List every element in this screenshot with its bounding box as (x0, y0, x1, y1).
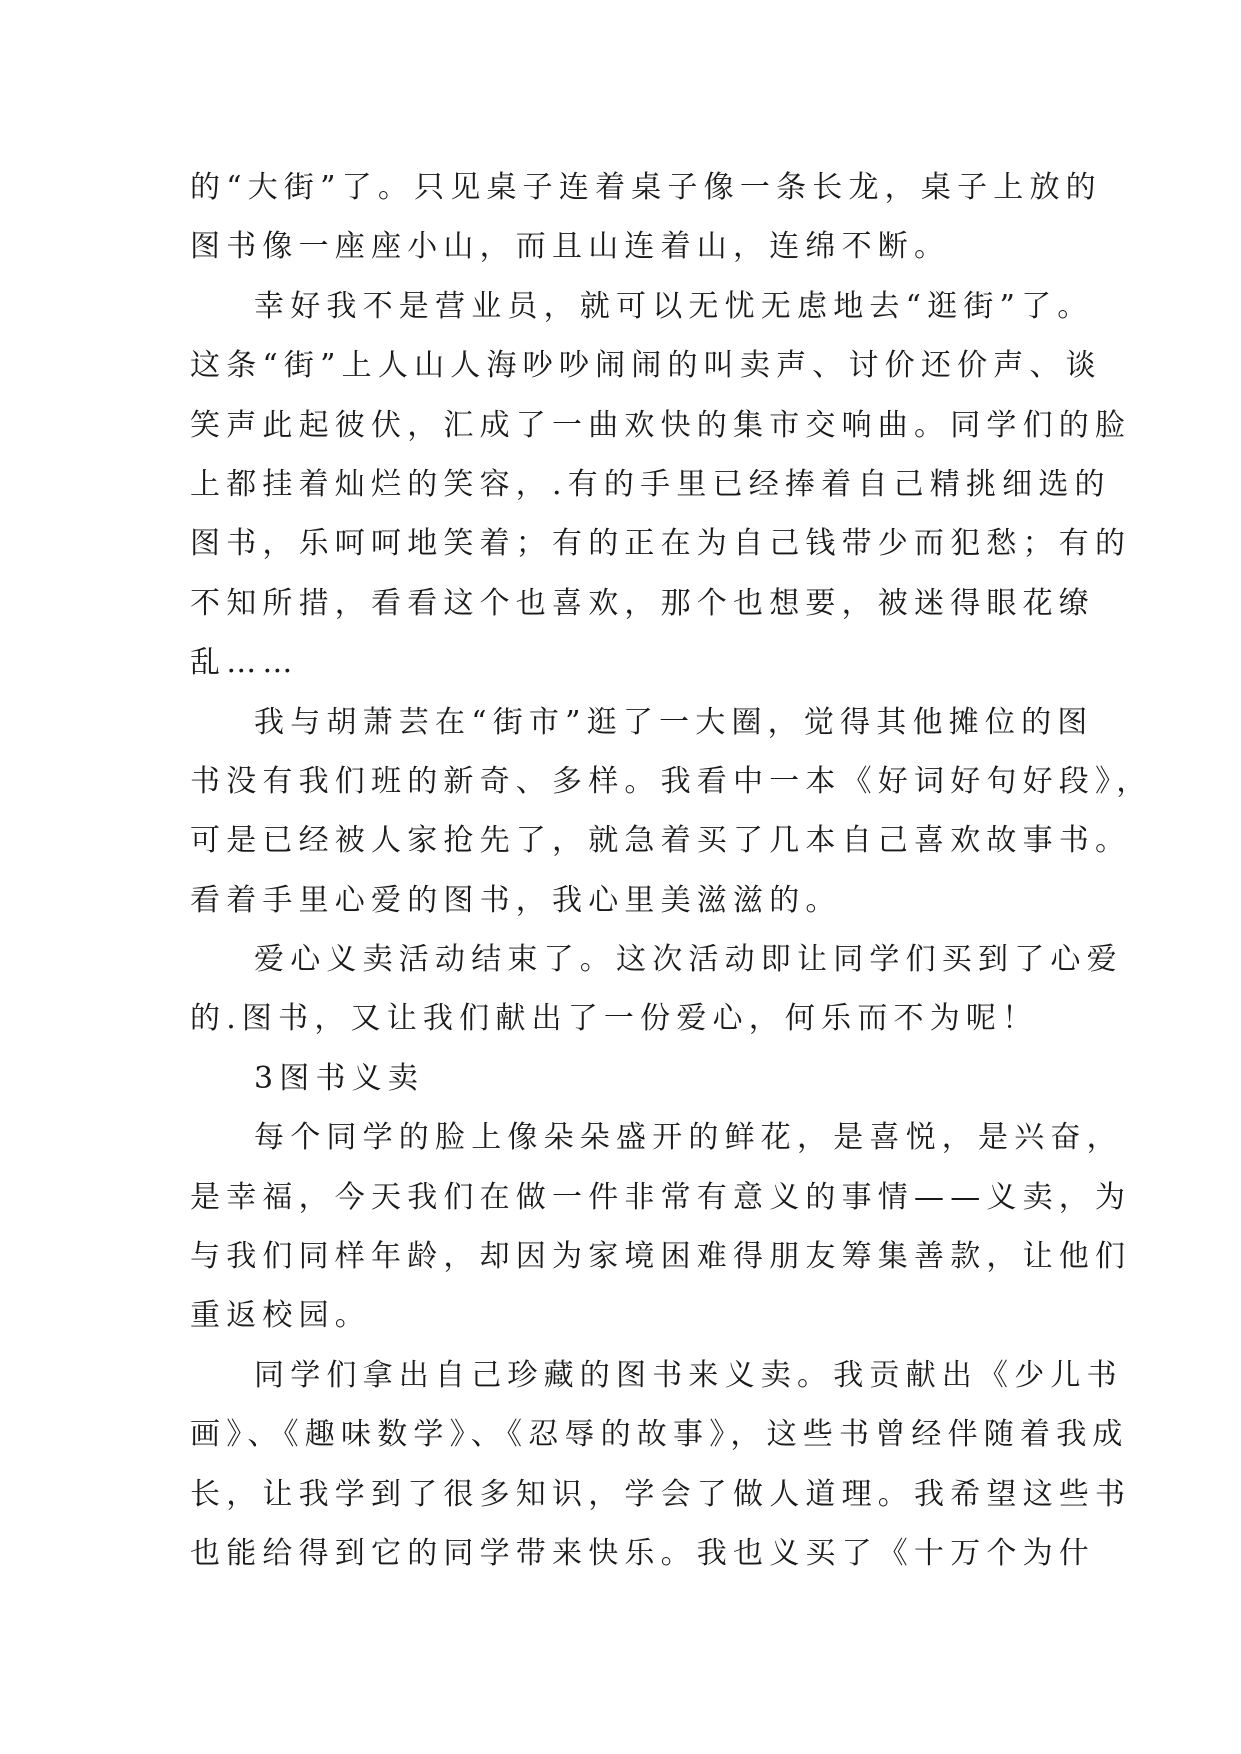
text-line: 幸好我不是营业员，就可以无忧无虑地去“逛街”了。 (254, 288, 1094, 324)
text-line: 图书像一座座小山，而且山连着山，连绵不断。 (190, 229, 951, 265)
text-line: 笑声此起彼伏，汇成了一曲欢快的集市交响曲。同学们的脸 (190, 407, 1132, 443)
text-line: 画》、《趣味数学》、《忍辱的故事》，这些书曾经伴随着我成 (190, 1417, 1129, 1453)
text-line: 看着手里心爱的图书，我心里美滋滋的。 (190, 882, 842, 918)
text-line: 的“大街”了。只见桌子连着桌子像一条长龙，桌子上放的 (190, 170, 1102, 205)
text-line: 乱…… (190, 645, 299, 681)
section-heading: 3图书义卖 (254, 1060, 425, 1096)
text-line: 上都挂着灿烂的笑容，.有的手里已经捧着自己精挑细选的 (190, 466, 1111, 502)
text-line: 爱心义卖活动结束了。这次活动即让同学们买到了心爱 (254, 942, 1123, 978)
text-line: 我与胡萧芸在“街市”逛了一大圈，觉得其他摊位的图 (254, 704, 1094, 740)
text-line: 与我们同样年龄，却因为家境困难得朋友筹集善款，让他们 (190, 1239, 1132, 1275)
text-line: 长，让我学到了很多知识，学会了做人道理。我希望这些书 (190, 1476, 1132, 1512)
text-line: 图书，乐呵呵地笑着；有的正在为自己钱带少而犯愁；有的 (190, 526, 1132, 562)
text-line: 也能给得到它的同学带来快乐。我也义买了《十万个为什 (190, 1535, 1095, 1571)
text-line: 不知所措，看看这个也喜欢，那个也想要，被迷得眼花缭 (190, 585, 1095, 621)
text-line: 同学们拿出自己珍藏的图书来义卖。我贡献出《少儿书 (254, 1357, 1123, 1393)
text-line: 这条“街”上人山人海吵吵闹闹的叫卖声、讨价还价声、谈 (190, 348, 1102, 384)
text-line: 书没有我们班的新奇、多样。我看中一本《好词好句好段》， (190, 763, 1153, 799)
text-line: 每个同学的脸上像朵朵盛开的鲜花，是喜悦，是兴奋， (254, 1120, 1123, 1156)
body-text (190, 158, 1153, 1583)
text-line: 的.图书，又让我们献出了一份爱心，何乐而不为呢！ (190, 1001, 1039, 1037)
text-line: 是幸福，今天我们在做一件非常有意义的事情——义卖，为 (190, 1179, 1132, 1215)
text-line: 可是已经被人家抢先了，就急着买了几本自己喜欢故事书。 (190, 823, 1132, 859)
text-line: 重返校园。 (190, 1298, 371, 1334)
